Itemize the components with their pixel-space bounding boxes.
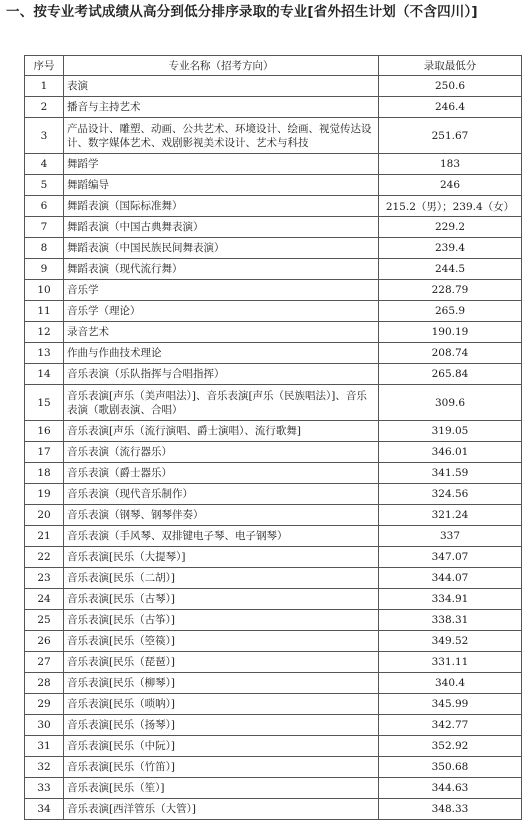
major-name-cell: 产品设计、雕塑、动画、公共艺术、环境设计、绘画、视觉传达设计、数字媒体艺术、戏剧影视美术设计、艺术与科技 (64, 118, 379, 154)
row-number-cell: 15 (25, 385, 64, 421)
row-number-cell: 20 (25, 505, 64, 526)
major-name-cell: 音乐表演[民乐（柳琴）] (64, 673, 379, 694)
document-heading: 一、按专业考试成绩从高分到低分排序录取的专业[省外招生计划（不含四川）] (6, 4, 478, 20)
min-score-cell: 334.91 (379, 589, 522, 610)
min-score-cell: 215.2（男）；239.4（女） (379, 196, 522, 217)
row-number-cell: 18 (25, 463, 64, 484)
min-score-cell: 345.99 (379, 694, 522, 715)
row-number-cell: 12 (25, 322, 64, 343)
major-name-cell: 舞蹈表演（现代流行舞） (64, 259, 379, 280)
column-header-major: 专业名称（招考方向） (64, 56, 379, 76)
major-name-cell: 舞蹈学 (64, 154, 379, 175)
min-score-cell: 350.68 (379, 757, 522, 778)
major-name-cell: 音乐表演[民乐（笙）] (64, 778, 379, 799)
row-number-cell: 26 (25, 631, 64, 652)
min-score-cell: 324.56 (379, 484, 522, 505)
min-score-cell: 340.4 (379, 673, 522, 694)
min-score-cell: 338.31 (379, 610, 522, 631)
major-name-cell: 音乐学 (64, 280, 379, 301)
min-score-cell: 352.92 (379, 736, 522, 757)
table-row (25, 757, 522, 778)
table-row (25, 196, 522, 217)
row-number-cell: 6 (25, 196, 64, 217)
row-number-cell: 33 (25, 778, 64, 799)
table-row (25, 778, 522, 799)
row-number-cell: 8 (25, 238, 64, 259)
table-row (25, 715, 522, 736)
table-row (25, 364, 522, 385)
major-name-cell: 作曲与作曲技术理论 (64, 343, 379, 364)
min-score-cell: 265.84 (379, 364, 522, 385)
row-number-cell: 31 (25, 736, 64, 757)
min-score-cell: 342.77 (379, 715, 522, 736)
major-name-cell: 音乐表演（爵士器乐） (64, 463, 379, 484)
table-row (25, 343, 522, 364)
row-number-cell: 7 (25, 217, 64, 238)
major-name-cell: 音乐表演（乐队指挥与合唱指挥） (64, 364, 379, 385)
min-score-cell: 190.19 (379, 322, 522, 343)
table-row (25, 673, 522, 694)
table-row (25, 694, 522, 715)
row-number-cell: 16 (25, 421, 64, 442)
table-row (25, 97, 522, 118)
table-row (25, 118, 522, 154)
row-number-cell: 10 (25, 280, 64, 301)
major-name-cell: 音乐表演[民乐（箜篌）] (64, 631, 379, 652)
row-number-cell: 24 (25, 589, 64, 610)
min-score-cell: 229.2 (379, 217, 522, 238)
major-name-cell: 音乐表演[民乐（竹笛）] (64, 757, 379, 778)
row-number-cell: 23 (25, 568, 64, 589)
table-row (25, 421, 522, 442)
table-row (25, 610, 522, 631)
table-header-row (25, 56, 522, 76)
row-number-cell: 9 (25, 259, 64, 280)
major-name-cell: 音乐表演[民乐（古筝）] (64, 610, 379, 631)
min-score-cell: 344.07 (379, 568, 522, 589)
min-score-cell: 347.07 (379, 547, 522, 568)
admission-score-table (24, 55, 522, 820)
major-name-cell: 音乐表演[民乐（琵琶）] (64, 652, 379, 673)
min-score-cell: 239.4 (379, 238, 522, 259)
table-row (25, 238, 522, 259)
table-row (25, 568, 522, 589)
min-score-cell: 309.6 (379, 385, 522, 421)
major-name-cell: 音乐表演（钢琴、钢琴伴奏） (64, 505, 379, 526)
row-number-cell: 34 (25, 799, 64, 820)
major-name-cell: 舞蹈表演（国际标准舞） (64, 196, 379, 217)
row-number-cell: 25 (25, 610, 64, 631)
major-name-cell: 音乐表演[民乐（中阮）] (64, 736, 379, 757)
major-name-cell: 录音艺术 (64, 322, 379, 343)
min-score-cell: 348.33 (379, 799, 522, 820)
major-name-cell: 播音与主持艺术 (64, 97, 379, 118)
table-row (25, 76, 522, 97)
table-row (25, 652, 522, 673)
min-score-cell: 246.4 (379, 97, 522, 118)
major-name-cell: 音乐表演[声乐（美声唱法）]、音乐表演[声乐（民族唱法）]、音乐表演（歌剧表演、合唱） (64, 385, 379, 421)
row-number-cell: 28 (25, 673, 64, 694)
row-number-cell: 2 (25, 97, 64, 118)
column-header-number: 序号 (25, 56, 64, 76)
row-number-cell: 14 (25, 364, 64, 385)
table-row (25, 484, 522, 505)
major-name-cell: 音乐表演[民乐（扬琴）] (64, 715, 379, 736)
min-score-cell: 349.52 (379, 631, 522, 652)
major-name-cell: 音乐表演（现代音乐制作） (64, 484, 379, 505)
row-number-cell: 19 (25, 484, 64, 505)
major-name-cell: 舞蹈表演（中国民族民间舞表演） (64, 238, 379, 259)
major-name-cell: 音乐表演（流行器乐） (64, 442, 379, 463)
row-number-cell: 3 (25, 118, 64, 154)
row-number-cell: 27 (25, 652, 64, 673)
min-score-cell: 246 (379, 175, 522, 196)
column-header-score: 录取最低分 (379, 56, 522, 76)
min-score-cell: 183 (379, 154, 522, 175)
min-score-cell: 321.24 (379, 505, 522, 526)
table-row (25, 217, 522, 238)
min-score-cell: 344.63 (379, 778, 522, 799)
min-score-cell: 250.6 (379, 76, 522, 97)
major-name-cell: 音乐学（理论） (64, 301, 379, 322)
table-row (25, 442, 522, 463)
table-row (25, 301, 522, 322)
min-score-cell: 265.9 (379, 301, 522, 322)
row-number-cell: 29 (25, 694, 64, 715)
min-score-cell: 244.5 (379, 259, 522, 280)
min-score-cell: 346.01 (379, 442, 522, 463)
row-number-cell: 11 (25, 301, 64, 322)
min-score-cell: 331.11 (379, 652, 522, 673)
table-row (25, 385, 522, 421)
min-score-cell: 341.59 (379, 463, 522, 484)
row-number-cell: 5 (25, 175, 64, 196)
table-row (25, 547, 522, 568)
major-name-cell: 舞蹈表演（中国古典舞表演） (64, 217, 379, 238)
table-row (25, 322, 522, 343)
table-row (25, 175, 522, 196)
row-number-cell: 17 (25, 442, 64, 463)
table-row (25, 463, 522, 484)
row-number-cell: 32 (25, 757, 64, 778)
major-name-cell: 音乐表演（手风琴、双排键电子琴、电子钢琴） (64, 526, 379, 547)
min-score-cell: 208.74 (379, 343, 522, 364)
table-row (25, 526, 522, 547)
table-row (25, 736, 522, 757)
table-row (25, 259, 522, 280)
table-row (25, 505, 522, 526)
row-number-cell: 1 (25, 76, 64, 97)
row-number-cell: 13 (25, 343, 64, 364)
table-row (25, 631, 522, 652)
row-number-cell: 30 (25, 715, 64, 736)
major-name-cell: 音乐表演[西洋管乐（大管）] (64, 799, 379, 820)
table-row (25, 589, 522, 610)
table-body (25, 76, 522, 820)
min-score-cell: 337 (379, 526, 522, 547)
row-number-cell: 4 (25, 154, 64, 175)
row-number-cell: 21 (25, 526, 64, 547)
min-score-cell: 228.79 (379, 280, 522, 301)
major-name-cell: 舞蹈编导 (64, 175, 379, 196)
major-name-cell: 音乐表演[民乐（唢呐）] (64, 694, 379, 715)
major-name-cell: 音乐表演[民乐（大提琴）] (64, 547, 379, 568)
major-name-cell: 表演 (64, 76, 379, 97)
min-score-cell: 319.05 (379, 421, 522, 442)
table-row (25, 280, 522, 301)
major-name-cell: 音乐表演[声乐（流行演唱、爵士演唱）、流行歌舞] (64, 421, 379, 442)
major-name-cell: 音乐表演[民乐（二胡）] (64, 568, 379, 589)
table-row (25, 154, 522, 175)
min-score-cell: 251.67 (379, 118, 522, 154)
major-name-cell: 音乐表演[民乐（古琴）] (64, 589, 379, 610)
row-number-cell: 22 (25, 547, 64, 568)
